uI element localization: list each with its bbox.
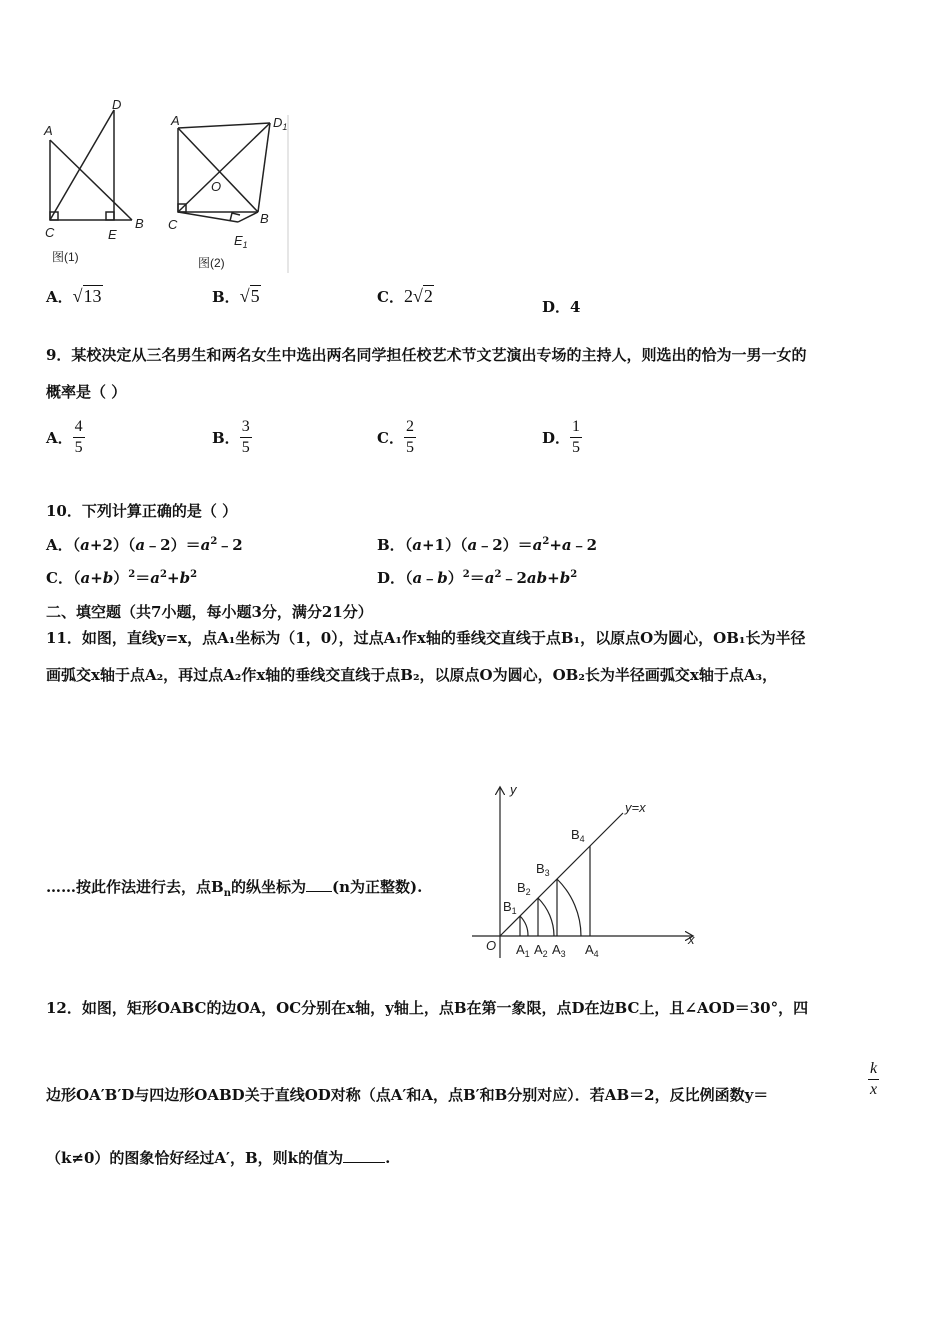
q10-option-d-label: D． <box>377 569 406 587</box>
fig1-caption: 图(1) <box>52 250 79 264</box>
q9-line-2: 概率是（ ） <box>46 383 127 401</box>
q9-option-d-fraction <box>570 417 582 458</box>
fig2-label-e1: $E_1$ <box>234 233 248 250</box>
q12-line-1: 12．如图，矩形OABC的边OA，OC分别在x轴，y轴上，点B在第一象限，点D在边BC上，且∠AOD＝30°，四 <box>46 999 809 1017</box>
q9-option-a-label: A． <box>46 429 73 447</box>
q8-option-c-coef: 2 <box>403 286 413 306</box>
fig2-label-c: C <box>168 217 178 232</box>
q8-option-d <box>542 296 580 317</box>
q12-line-3 <box>46 1147 390 1168</box>
q10-option-d: D．$(a﹣b)^2=a^2﹣2ab+b^2$ <box>377 569 578 587</box>
q9-option-a <box>46 417 85 458</box>
q8-option-b-value: 5 <box>250 286 260 306</box>
q10-option-b-label: B． <box>377 536 405 554</box>
fig2-caption: 图(2) <box>198 256 225 270</box>
q11-line-3-pre: ……按此作法进行去，点B <box>46 878 224 896</box>
numerator: 3 <box>240 417 252 438</box>
q12-fraction <box>868 1059 879 1100</box>
denominator: 5 <box>241 439 250 456</box>
q12-answer-blank[interactable] <box>343 1162 385 1163</box>
q10-stem: 10．下列计算正确的是（ ） <box>46 502 238 520</box>
sqrt-icon: √5 <box>239 286 260 306</box>
q9-option-b-fraction <box>240 417 252 458</box>
q11-line-3-post: (n为正整数). <box>331 878 423 896</box>
q8-option-c-value: 2 <box>423 286 433 306</box>
q8-option-c-expr <box>404 285 434 306</box>
q8-option-c <box>377 286 434 307</box>
q11-line-2: 画弧交x轴于点A₂，再过点A₂作x轴的垂线交直线于点B₂，以原点O为圆心，OB₂长为半径画弧交x轴于点A₃， <box>46 666 778 684</box>
q8-option-c-label: C． <box>377 288 404 306</box>
fig1-label-b: B <box>135 216 144 231</box>
q11-answer-blank[interactable] <box>306 891 332 892</box>
fig2-label-a: A <box>171 113 180 128</box>
q10-option-a: A．$(a+2)(a﹣2)=a^2﹣2$ <box>46 536 243 554</box>
fig1-label-c: C <box>45 225 55 240</box>
q11-fig-a3: $A_3$ <box>552 942 566 959</box>
q8-option-a-label: A． <box>46 288 73 306</box>
q8-option-d-label: D． <box>542 298 571 316</box>
q11-fig-b1: $B_1$ <box>503 899 517 916</box>
q10-option-c-label: C． <box>46 569 73 587</box>
q11-line-1: 11．如图，直线y=x，点A₁坐标为（1，0），过点A₁作x轴的垂线交直线于点B₁，以原点O为圆心，OB₁长为半径 <box>46 629 806 647</box>
q11-fig-a4: $A_4$ <box>585 942 599 959</box>
q11-fig-x-label: x <box>688 932 695 947</box>
denominator: 5 <box>572 439 581 456</box>
fig1-label-d: D <box>112 97 122 112</box>
denominator: 5 <box>74 439 83 456</box>
q8-option-a-value: 13 <box>83 286 102 306</box>
q11-fig-a2: $A_2$ <box>534 942 548 959</box>
q8-option-b-label: B． <box>212 288 240 306</box>
k-over-x <box>868 1059 879 1100</box>
q10-option-c: C．$(a+b)^2=a^2+b^2$ <box>46 569 198 587</box>
q11-fig-y-label: y <box>510 782 517 797</box>
q11-fig-b4: $B_4$ <box>571 827 585 844</box>
denominator: x <box>870 1081 878 1098</box>
numerator: k <box>868 1059 879 1080</box>
fig2-label-d1: $D_1$ <box>273 115 288 132</box>
q12-line-3-post: . <box>385 1149 391 1167</box>
q11-fig-b2: $B_2$ <box>517 880 531 897</box>
sqrt-icon: √13 <box>72 286 102 306</box>
q11-line-3-sub: n <box>223 888 231 899</box>
q9-option-b-label: B． <box>212 429 240 447</box>
q11-figure <box>470 780 700 965</box>
denominator: 5 <box>405 439 414 456</box>
q11-fig-a1: $A_1$ <box>516 942 530 959</box>
fig1-label-e: E <box>108 227 117 242</box>
geometry-figures <box>40 95 310 275</box>
q9-option-c <box>377 417 416 458</box>
q8-option-b <box>212 286 261 307</box>
section-2-heading: 二、填空题（共7小题，每小题3分，满分21分） <box>46 603 373 621</box>
q9-option-d <box>542 417 582 458</box>
figure-1 <box>50 110 132 220</box>
q12-line-2: 边形OA′B′D与四边形OABD关于直线OD对称（点A′和A，点B′和B分别对应）．若AB＝2，反比例函数y＝ <box>46 1086 769 1104</box>
numerator: 4 <box>73 417 85 438</box>
fig1-label-a: A <box>44 123 53 138</box>
q9-option-b <box>212 417 252 458</box>
q9-option-d-label: D． <box>542 429 571 447</box>
q8-option-a <box>46 286 103 307</box>
q11-fig-b3: $B_3$ <box>536 861 550 878</box>
q9-option-c-fraction <box>404 417 416 458</box>
numerator: 2 <box>404 417 416 438</box>
fig2-label-o: O <box>211 179 222 194</box>
q10-option-b: B．$(a+1)(a﹣2)=a^2+a﹣2$ <box>377 536 598 554</box>
q8-option-d-value: 4 <box>570 298 581 316</box>
q9-line-1: 9．某校决定从三名男生和两名女生中选出两名同学担任校艺术节文艺演出专场的主持人，则选出的恰为一男一女的 <box>46 346 807 364</box>
q11-fig-line-label: y=x <box>625 800 646 815</box>
q9-option-a-fraction <box>73 417 85 458</box>
line-y-eq-x <box>500 813 623 936</box>
q11-line-3-mid: 的纵坐标为 <box>230 878 306 896</box>
figure-2 <box>178 123 270 222</box>
q11-fig-origin: O <box>486 938 497 953</box>
q11-line-3 <box>46 876 422 899</box>
q9-option-c-label: C． <box>377 429 404 447</box>
sqrt-icon: √ <box>412 286 423 306</box>
fig2-label-b: B <box>260 211 269 226</box>
q10-option-a-label: A． <box>46 536 73 554</box>
q12-line-3-pre: （k≠0）的图象恰好经过A′，B，则k的值为 <box>46 1149 344 1167</box>
numerator: 1 <box>570 417 582 438</box>
